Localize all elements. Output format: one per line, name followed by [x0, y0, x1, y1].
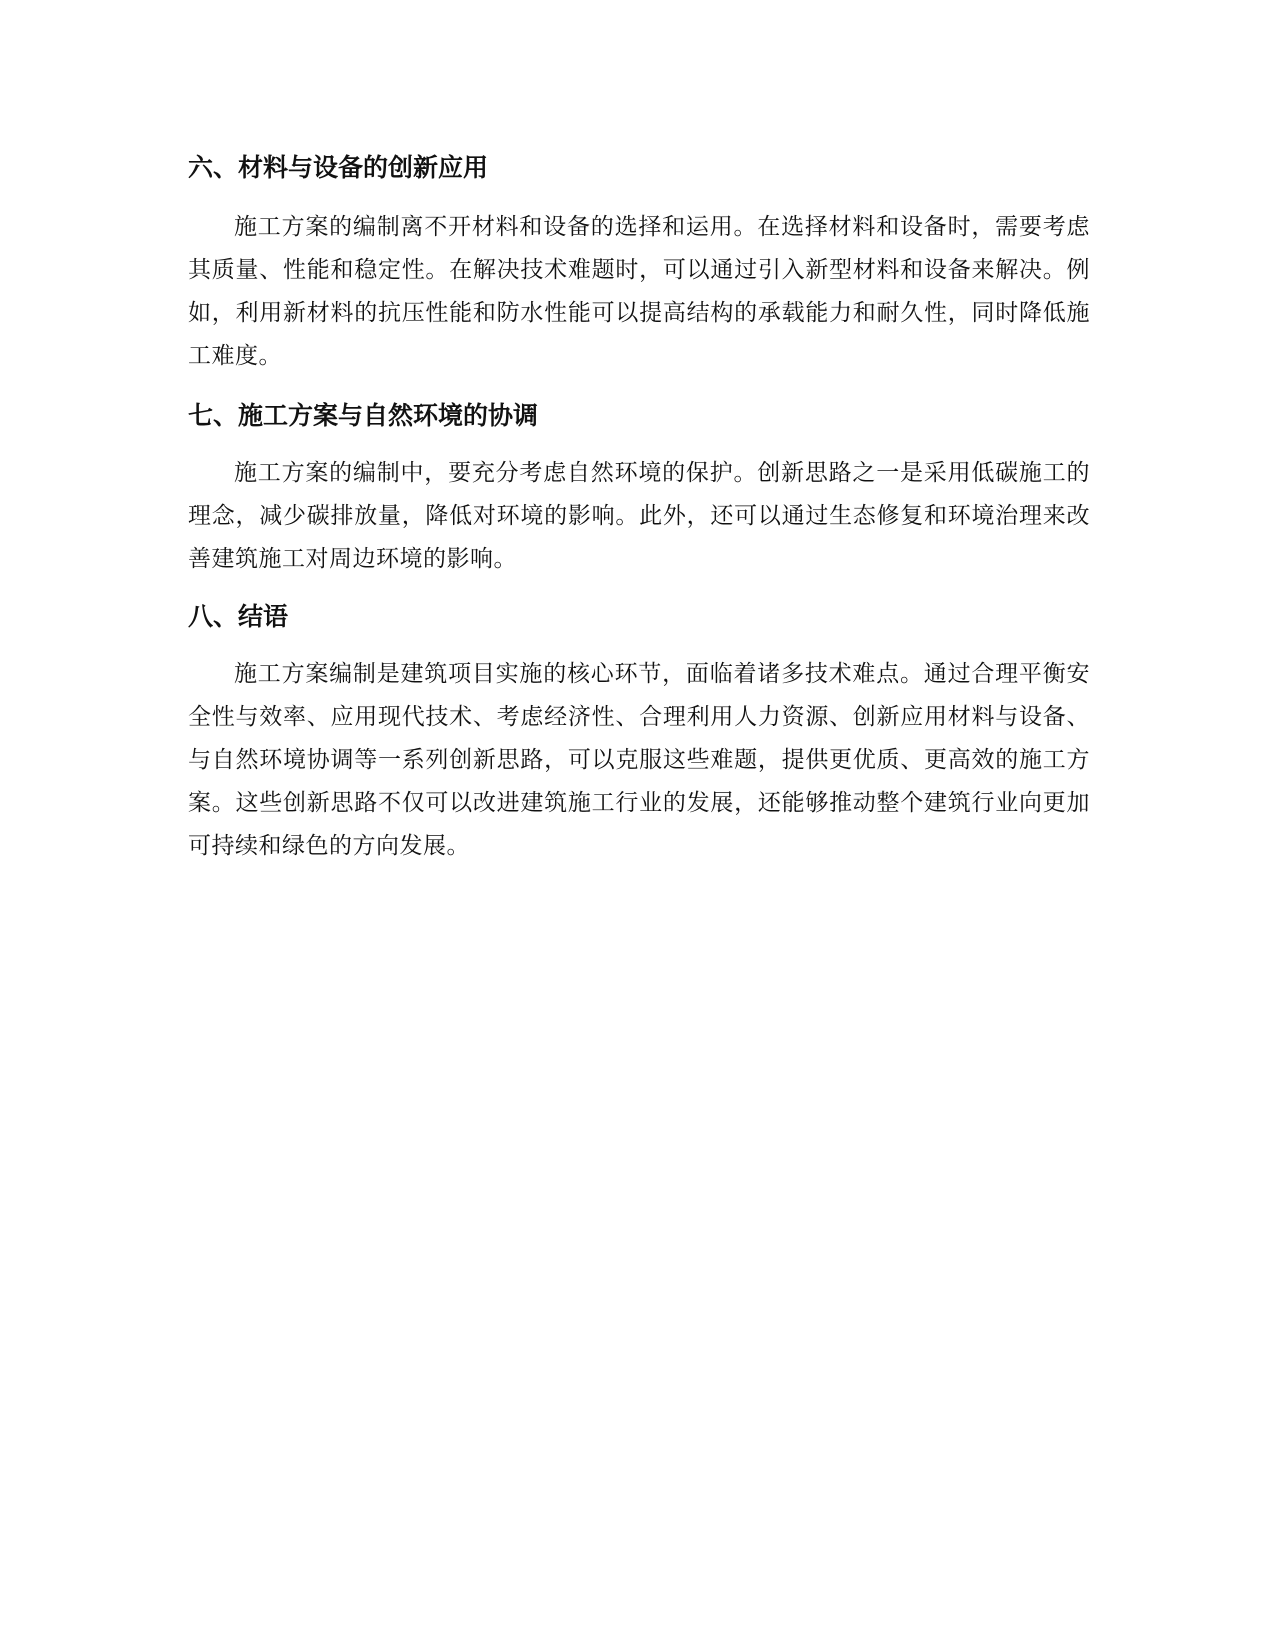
- section-paragraph: 施工方案的编制离不开材料和设备的选择和运用。在选择材料和设备时，需要考虑其质量、性能和稳定性。在解决技术难题时，可以通过引入新型材料和设备来解决。例如，利用新材料的抗压性能和防水性能可以提高结构的承载能力和耐久性，同时降低施工难度。: [188, 214, 1090, 369]
- section-heading: 七、施工方案与自然环境的协调: [188, 401, 539, 430]
- section-materials-equipment: [188, 150, 1090, 378]
- section-paragraph: 施工方案的编制中，要充分考虑自然环境的保护。创新思路之一是采用低碳施工的理念，减少碳排放量，降低对环境的影响。此外，还可以通过生态修复和环境治理来改善建筑施工对周边环境的影响。: [188, 460, 1090, 572]
- section-heading: 八、结语: [188, 602, 289, 631]
- section-paragraph: 施工方案编制是建筑项目实施的核心环节，面临着诸多技术难点。通过合理平衡安全性与效率、应用现代技术、考虑经济性、合理利用人力资源、创新应用材料与设备、与自然环境协调等一系列创新思路，可以克服这些难题，提供更优质、更高效的施工方案。这些创新思路不仅可以改进建筑施工行业的发展，还能够推动整个建筑行业向更加可持续和绿色的方向发展。: [188, 661, 1090, 859]
- document-content: [188, 150, 1090, 868]
- section-conclusion: [188, 599, 1090, 868]
- section-heading: 六、材料与设备的创新应用: [188, 153, 489, 182]
- section-natural-environment: [188, 398, 1090, 581]
